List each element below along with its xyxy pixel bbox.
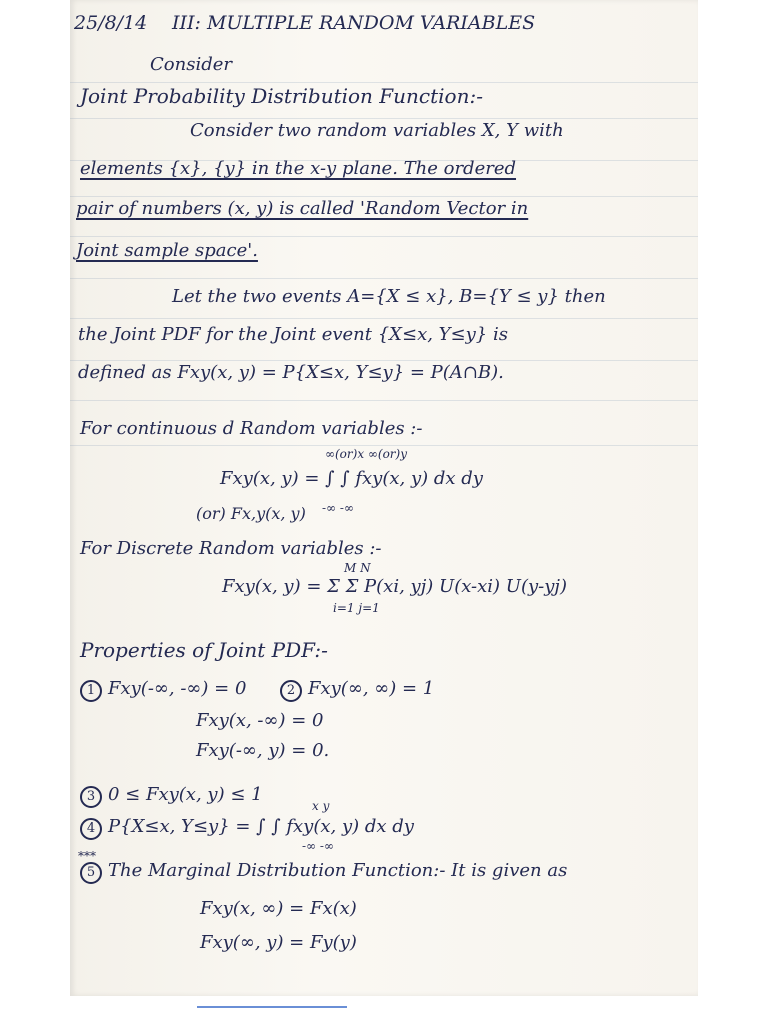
continuous-alt-notation: (or) Fx,y(x, y) — [196, 504, 306, 523]
property-text: P{X≤x, Y≤y} = ∫ ∫ fxy(x, y) dx dy — [108, 816, 414, 837]
property-text: Fxy(∞, ∞) = 1 — [308, 678, 435, 699]
ruled-line — [70, 196, 698, 197]
sum-lower-limits: i=1 j=1 — [333, 601, 380, 615]
header-title: III: MULTIPLE RANDOM VARIABLES — [172, 12, 536, 34]
ruled-line — [70, 445, 698, 446]
sum-upper-limits: M N — [344, 561, 371, 575]
property-number-badge: 5 — [80, 862, 102, 884]
integral-upper-limits: x y — [312, 799, 330, 813]
property-3 — [80, 786, 263, 808]
ruled-line — [70, 118, 698, 119]
discrete-heading: For Discrete Random variables :- — [80, 538, 382, 559]
event-line: the Joint PDF for the Joint event {X≤x, Y≤y} is — [78, 324, 508, 345]
property-1b: Fxy(x, -∞) = 0 — [196, 710, 324, 731]
property-number-badge: 3 — [80, 786, 102, 808]
marginal-formula: Fxy(x, ∞) = Fx(x) — [200, 898, 357, 919]
property-text: 0 ≤ Fxy(x, y) ≤ 1 — [108, 784, 263, 805]
properties-heading: Properties of Joint PDF:- — [80, 638, 328, 662]
notebook-page — [70, 0, 698, 996]
continuous-heading: For continuous d Random variables :- — [80, 418, 423, 439]
discrete-formula: Fxy(x, y) = Σ Σ P(xi, yj) U(x-xi) U(y-yj) — [222, 576, 567, 597]
consider-word: Consider — [150, 54, 232, 75]
ruled-line — [70, 236, 698, 237]
event-line: Let the two events A={X ≤ x}, B={Y ≤ y} then — [172, 286, 606, 307]
property-number-badge: 4 — [80, 818, 102, 840]
property-1c: Fxy(-∞, y) = 0. — [196, 740, 330, 761]
ruled-line — [70, 278, 698, 279]
integral-upper-limits: ∞(or)x ∞(or)y — [325, 447, 408, 461]
property-2 — [280, 680, 434, 702]
ruled-line — [70, 82, 698, 83]
event-line: defined as Fxy(x, y) = P{X≤x, Y≤y} = P(A∩B). — [78, 362, 504, 383]
intro-line: pair of numbers (x, y) is called 'Random Vector in — [76, 198, 529, 219]
intro-line: Joint sample space'. — [76, 240, 258, 261]
property-number-badge: 2 — [280, 680, 302, 702]
property-number-badge: 1 — [80, 680, 102, 702]
section-heading: Joint Probability Distribution Function:- — [80, 84, 483, 108]
intro-line: elements {x}, {y} in the x-y plane. The ordered — [80, 158, 517, 179]
property-5 — [80, 862, 567, 884]
marginal-formula: Fxy(∞, y) = Fy(y) — [200, 932, 357, 953]
integral-lower-limits: -∞ -∞ — [302, 839, 334, 853]
star-mark: *** — [78, 849, 96, 863]
footer-link-underline[interactable] — [197, 1006, 347, 1008]
intro-line: Consider two random variables X, Y with — [190, 120, 564, 141]
header-date: 25/8/14 — [74, 12, 148, 34]
property-text: Fxy(-∞, -∞) = 0 — [108, 678, 247, 699]
ruled-line — [70, 360, 698, 361]
ruled-line — [70, 318, 698, 319]
property-text: The Marginal Distribution Function:- It is given as — [108, 860, 568, 881]
continuous-formula: Fxy(x, y) = ∫ ∫ fxy(x, y) dx dy — [220, 468, 483, 489]
ruled-line — [70, 400, 698, 401]
property-1 — [80, 680, 246, 702]
property-4 — [80, 818, 414, 840]
integral-lower-limits: -∞ -∞ — [322, 501, 354, 515]
